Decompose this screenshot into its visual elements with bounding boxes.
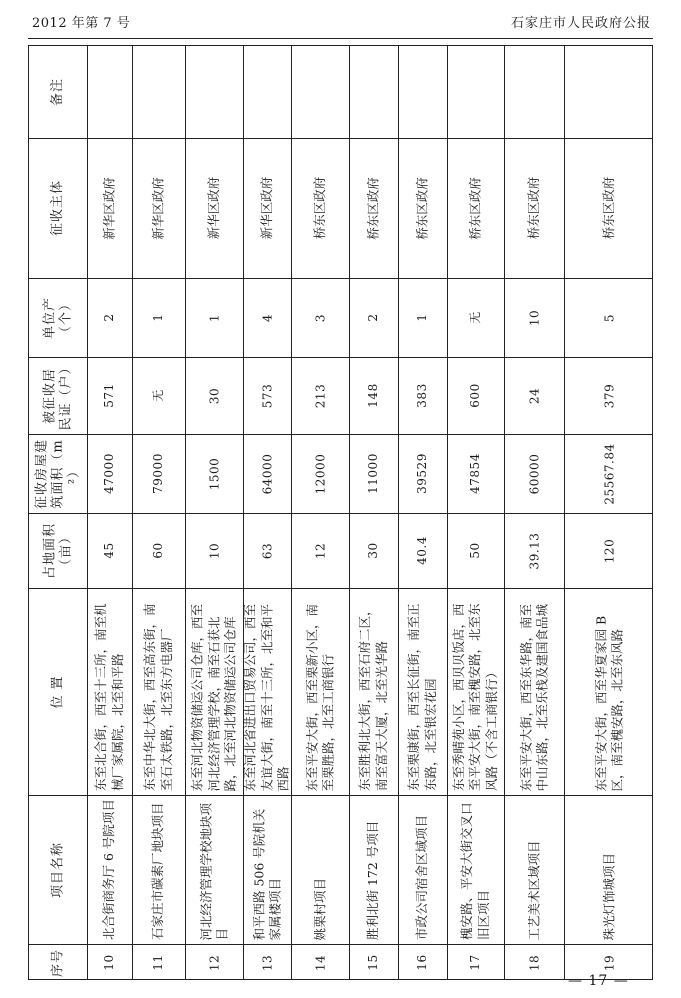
header-households-text: 被征收居民证（户） — [42, 359, 73, 430]
cell-units-text: 1 — [206, 313, 221, 322]
cell-land-area-text: 60 — [151, 542, 166, 559]
cell-authority — [88, 139, 131, 277]
cell-authority-text: 新华区政府 — [101, 176, 117, 240]
cell-households-text: 213 — [312, 383, 327, 408]
cell-building-area-text: 39529 — [415, 453, 430, 494]
cell-authority-text: 桥东区政府 — [467, 176, 483, 240]
cell-units-text: 无 — [468, 311, 483, 324]
cell-land-area — [565, 514, 653, 587]
cell-units — [565, 279, 653, 356]
header-location — [30, 589, 86, 794]
cell-location — [399, 589, 446, 794]
cell-households-text: 573 — [259, 383, 274, 408]
expropriation-table — [28, 45, 653, 980]
cell-land-area-text: 45 — [102, 542, 117, 559]
cell-land-area — [244, 514, 290, 587]
cell-units — [399, 279, 446, 356]
cell-households-text: 24 — [526, 387, 541, 404]
cell-households — [292, 358, 348, 433]
cell-index-text: 17 — [468, 954, 483, 971]
cell-authority — [133, 139, 184, 277]
cell-location-text: 东至中华北大街，西至高东街，南至石太铁路，北至东方电器厂 — [142, 603, 174, 791]
cell-land-area-text: 10 — [206, 542, 221, 559]
cell-location — [448, 589, 503, 794]
journal-issue: 2012 年第 7 号 — [32, 16, 131, 31]
cell-units — [448, 279, 503, 356]
cell-location — [350, 589, 397, 794]
header-remarks — [30, 47, 86, 137]
header-name-text: 项目名称 — [50, 841, 65, 898]
cell-name — [399, 796, 446, 943]
cell-building-area-text: 1500 — [206, 457, 221, 490]
cell-remarks — [565, 47, 653, 137]
cell-units — [244, 279, 290, 356]
cell-index — [399, 945, 446, 980]
header-authority-text: 征收主体 — [50, 180, 65, 237]
cell-remarks — [350, 47, 397, 137]
cell-index-text: 18 — [526, 954, 541, 971]
cell-units-text: 1 — [415, 313, 430, 322]
cell-land-area — [350, 514, 397, 587]
cell-land-area — [448, 514, 503, 587]
cell-land-area-text: 120 — [601, 538, 616, 563]
cell-location — [292, 589, 348, 794]
cell-remarks — [292, 47, 348, 137]
cell-index — [244, 945, 290, 980]
cell-land-area-text: 50 — [468, 542, 483, 559]
cell-remarks — [186, 47, 242, 137]
cell-building-area — [133, 435, 184, 512]
cell-building-area — [244, 435, 290, 512]
header-index — [30, 945, 86, 980]
cell-name-text: 胜利北街 172 号项目 — [365, 820, 381, 940]
header-units — [30, 279, 86, 356]
cell-building-area — [186, 435, 242, 512]
cell-households-text: 30 — [206, 387, 221, 404]
cell-authority — [244, 139, 290, 277]
cell-land-area-text: 40.4 — [415, 536, 430, 565]
cell-index-text: 13 — [259, 954, 274, 971]
cell-households — [565, 358, 653, 433]
cell-units-text: 2 — [366, 313, 381, 322]
cell-land-area — [505, 514, 563, 587]
cell-index — [186, 945, 242, 980]
cell-location-text: 东至河北省进出口贸易公司，西至友谊大街，南至十三所，北至和平西路 — [242, 603, 291, 791]
cell-remarks — [505, 47, 563, 137]
cell-units-text: 2 — [102, 313, 117, 322]
cell-units — [186, 279, 242, 356]
cell-authority-text: 桥东区政府 — [365, 176, 381, 240]
cell-land-area — [186, 514, 242, 587]
cell-households-text: 383 — [415, 383, 430, 408]
header-building-area-text: 征收房屋建筑面积（m²） — [34, 438, 81, 509]
header-land-area — [30, 514, 86, 587]
cell-location-text: 东至平安大街，西至华夏家园 B 区，南至槐安路，北至东风路 — [592, 615, 624, 791]
cell-building-area — [448, 435, 503, 512]
cell-remarks — [244, 47, 290, 137]
cell-name-text: 工艺美术区域项目 — [525, 839, 541, 940]
cell-authority-text: 新华区政府 — [150, 176, 166, 240]
cell-households — [505, 358, 563, 433]
cell-building-area — [88, 435, 131, 512]
cell-households — [186, 358, 242, 433]
cell-authority-text: 桥东区政府 — [525, 176, 541, 240]
cell-building-area-text: 79000 — [151, 453, 166, 494]
cell-name — [88, 796, 131, 943]
header-index-text: 序号 — [50, 948, 65, 977]
cell-households-text: 148 — [366, 383, 381, 408]
cell-units — [505, 279, 563, 356]
cell-authority — [399, 139, 446, 277]
cell-households — [244, 358, 290, 433]
cell-land-area-text: 30 — [366, 542, 381, 559]
cell-households — [399, 358, 446, 433]
cell-location — [565, 589, 653, 794]
cell-building-area — [505, 435, 563, 512]
cell-name — [244, 796, 290, 943]
cell-households — [88, 358, 131, 433]
cell-index — [448, 945, 503, 980]
cell-name — [292, 796, 348, 943]
cell-land-area — [133, 514, 184, 587]
cell-building-area-text: 60000 — [526, 453, 541, 494]
cell-name — [448, 796, 503, 943]
header-land-area-text: 占地面积（亩） — [42, 522, 73, 579]
cell-authority — [186, 139, 242, 277]
cell-location — [505, 589, 563, 794]
cell-name — [505, 796, 563, 943]
cell-name — [133, 796, 184, 943]
cell-location — [133, 589, 184, 794]
cell-name-text: 槐安路、平安大街交叉口旧区项目 — [459, 802, 491, 940]
cell-location-text: 东至平安大街，西至栗新小区，南至栗胜路，北至工商银行 — [303, 603, 335, 791]
cell-land-area — [88, 514, 131, 587]
cell-index — [88, 945, 131, 980]
cell-building-area-text: 47854 — [468, 453, 483, 494]
cell-authority-text: 桥东区政府 — [414, 176, 430, 240]
cell-name-text: 河北经济管理学校地块项目 — [197, 802, 229, 940]
cell-authority-text: 新华区政府 — [258, 176, 274, 240]
cell-index-text: 16 — [415, 954, 430, 971]
cell-authority-text: 桥东区政府 — [311, 176, 327, 240]
cell-authority-text: 桥东区政府 — [600, 176, 616, 240]
cell-index-text: 19 — [601, 954, 616, 971]
cell-remarks — [88, 47, 131, 137]
cell-units-text: 10 — [526, 309, 541, 326]
cell-land-area — [292, 514, 348, 587]
cell-index — [505, 945, 563, 980]
cell-building-area — [399, 435, 446, 512]
cell-name-text: 姚栗村项目 — [311, 877, 327, 940]
cell-households-text: 无 — [151, 389, 166, 402]
cell-authority — [505, 139, 563, 277]
cell-units — [88, 279, 131, 356]
cell-name-text: 石家庄市碳素厂地块项目 — [150, 802, 166, 940]
cell-units-text: 5 — [601, 313, 616, 322]
cell-households-text: 379 — [601, 383, 616, 408]
cell-index-text: 12 — [206, 954, 221, 971]
cell-authority — [565, 139, 653, 277]
cell-units-text: 4 — [259, 313, 274, 322]
cell-index-text: 14 — [312, 954, 327, 971]
cell-location-text: 东至北合街，西至十三所，南至机械厂家属院，北至和平路 — [93, 603, 125, 791]
cell-index-text: 15 — [366, 954, 381, 971]
cell-land-area-text: 39.13 — [526, 532, 541, 569]
cell-name — [350, 796, 397, 943]
cell-units — [133, 279, 184, 356]
cell-name-text: 市政公司宿舍区域项目 — [414, 814, 430, 940]
cell-name-text: 和平西路 506 号院机关家属楼项目 — [250, 808, 282, 940]
cell-index-text: 11 — [151, 954, 166, 971]
cell-index-text: 10 — [102, 954, 117, 971]
header-building-area — [30, 435, 86, 512]
cell-building-area — [292, 435, 348, 512]
cell-location-text: 东至秀晴苑小区，西贝贝饭店，西至平安大街，南至槐安路，北至东风路（不含工商银行） — [450, 603, 499, 791]
cell-authority — [292, 139, 348, 277]
journal-title: 石家庄市人民政府公报 — [510, 16, 651, 31]
header-location-text: 位 置 — [50, 674, 65, 709]
cell-authority — [448, 139, 503, 277]
cell-households — [350, 358, 397, 433]
cell-units — [350, 279, 397, 356]
cell-location-text: 东至河北物资储运公司仓库，西至河北经济管理学校，南至石获北路，北至河北物资储运公司仓库 — [189, 603, 238, 791]
cell-index — [133, 945, 184, 980]
cell-location — [88, 589, 131, 794]
cell-authority — [350, 139, 397, 277]
cell-households — [133, 358, 184, 433]
cell-location — [244, 589, 290, 794]
cell-name-text: 珠光灯饰城项目 — [600, 852, 616, 940]
cell-name — [186, 796, 242, 943]
cell-location — [186, 589, 242, 794]
header-units-text: 单位产（个） — [42, 296, 73, 339]
cell-remarks — [133, 47, 184, 137]
cell-location-text: 东至平安大街，西至东华路，南至中山东路，北至乐栈及建国食品城 — [517, 603, 549, 791]
header-rule — [28, 38, 653, 39]
header-name — [30, 796, 86, 943]
cell-location-text: 东至栗康街，西至长征街，南至正东路，北至银宏花园 — [406, 603, 438, 791]
cell-building-area-text: 64000 — [259, 453, 274, 494]
cell-location-text: 东至胜利北大街，西至石府二区，南至富天大厦，北至光华路 — [357, 603, 389, 791]
cell-index — [350, 945, 397, 980]
cell-building-area-text: 25567.84 — [601, 442, 616, 505]
cell-land-area-text: 63 — [259, 542, 274, 559]
cell-land-area — [399, 514, 446, 587]
cell-name — [565, 796, 653, 943]
header-authority — [30, 139, 86, 277]
header-households — [30, 358, 86, 433]
header-remarks-text: 备注 — [50, 78, 65, 107]
cell-households-text: 600 — [468, 383, 483, 408]
cell-units-text: 3 — [312, 313, 327, 322]
cell-households-text: 571 — [102, 383, 117, 408]
cell-building-area — [565, 435, 653, 512]
cell-building-area-text: 11000 — [366, 453, 381, 494]
cell-households — [448, 358, 503, 433]
cell-units — [292, 279, 348, 356]
cell-remarks — [448, 47, 503, 137]
cell-building-area-text: 47000 — [102, 453, 117, 494]
cell-land-area-text: 12 — [312, 542, 327, 559]
cell-name-text: 北合街商务厅 6 号院项目 — [101, 799, 117, 940]
cell-index — [292, 945, 348, 980]
page-number: — 17 — — [568, 973, 629, 989]
cell-remarks — [399, 47, 446, 137]
cell-building-area — [350, 435, 397, 512]
cell-authority-text: 新华区政府 — [205, 176, 221, 240]
cell-units-text: 1 — [151, 313, 166, 322]
cell-building-area-text: 12000 — [312, 453, 327, 494]
